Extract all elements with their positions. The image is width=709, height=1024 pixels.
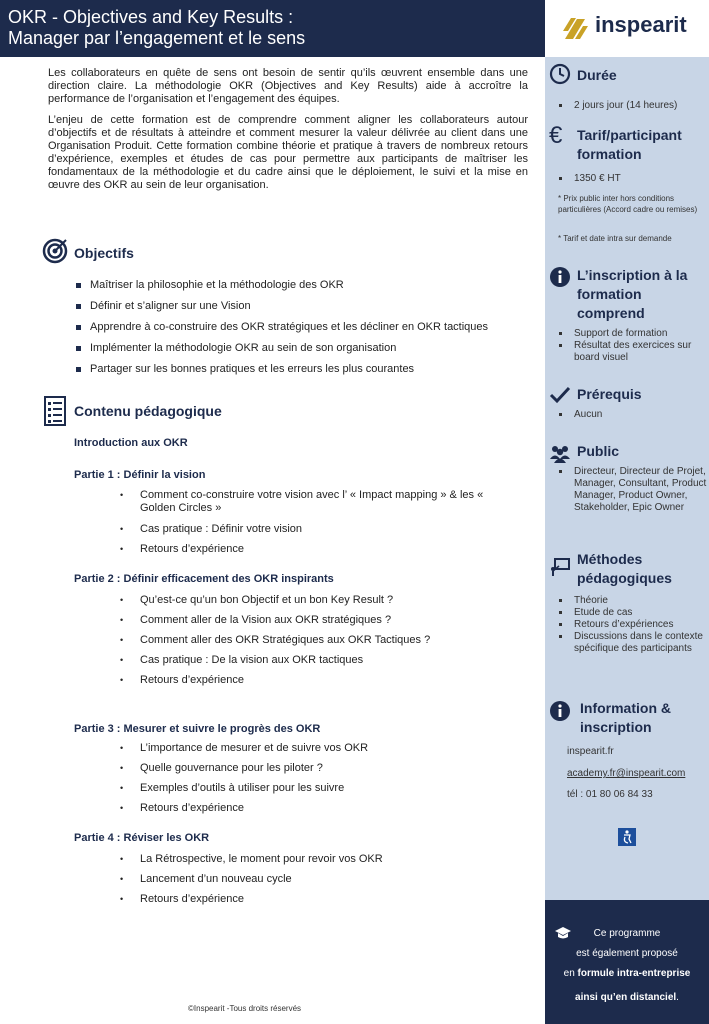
list-item: • Retours d’expérience — [120, 893, 510, 913]
contenu-intro: Introduction aux OKR — [74, 437, 188, 449]
list-item: Définir et s’aligner sur une Vision — [74, 300, 488, 321]
prerequis-value — [558, 409, 602, 421]
public-title: Public — [577, 443, 620, 459]
info-title-line1: Information & — [580, 700, 671, 716]
intro-section — [48, 67, 528, 200]
page-header — [0, 0, 545, 57]
tarif-value — [558, 173, 621, 185]
list-item: Théorie — [558, 595, 708, 607]
inspearit-logo-icon — [563, 15, 589, 41]
info-icon — [549, 700, 571, 722]
inscription-title-line3: comprend — [577, 305, 645, 321]
website-link[interactable]: inspearit.fr — [567, 746, 614, 757]
inscription-title-line2: formation — [577, 286, 642, 302]
info-title-line2: inscription — [580, 719, 652, 735]
prerequis-title: Prérequis — [577, 386, 642, 402]
part-list — [120, 489, 510, 563]
duree-title: Durée — [577, 67, 617, 83]
duree-value — [558, 100, 677, 112]
list-item: • Lancement d’un nouveau cycle — [120, 873, 510, 893]
part-title: Partie 3 : Mesurer et suivre le progrès des OKR — [74, 723, 321, 735]
list-item: • Retours d’expérience — [120, 674, 510, 694]
list-item: • Comment co-construire votre vision avec l’ « Impact mapping » & les « Golden Circles » — [120, 489, 510, 523]
list-item: Discussions dans le contexte spécifique des participants — [558, 631, 708, 655]
promo-text: . — [676, 992, 679, 1003]
tarif-note-2: * Tarif et date intra sur demande — [558, 234, 672, 243]
part-list — [120, 742, 510, 822]
accessibility-icon — [618, 828, 636, 846]
tarif-note-1: * Prix public inter hors conditions particulières (Accord cadre ou remises) — [558, 194, 698, 214]
footer-copyright: ©Inspearit -Tous droits réservés — [188, 1004, 302, 1013]
email-link[interactable]: academy.fr@inspearit.com — [567, 768, 686, 779]
tarif-title-line2: formation — [577, 146, 642, 162]
page-title-line2: Manager par l’engagement et le sens — [8, 28, 306, 48]
intro-paragraph-2: L’enjeu de cette formation est de comprendre comment aligner les collaborateurs autour d’objectifs et de résultats à atteindre et comment mesurer la valeur délivrée au client dans une Organisation Produit. Cette formation combine théorie et pratique à travers de nombreux retours d’expérience, exemples et études de cas pour permettre aux participants de maîtriser les fondamentaux de la méthodologie et du cadre ainsi que le déploiement, le suivi et la mise en œuvre des OKR au sein de leur organisation. — [48, 114, 528, 191]
list-item: Apprendre à co-construire des OKR stratégiques et les décliner en OKR tactiques — [74, 321, 488, 342]
intro-paragraph-1: Les collaborateurs en quête de sens ont besoin de sentir qu’ils œuvrent ensemble dans une direction claire. La méthodologie OKR (Objectives and Key Results) aide à accroître la performance de l’organisation et l’engagement des équipes. — [48, 67, 528, 105]
methodes-list — [558, 595, 708, 655]
list-item: Implémenter la méthodologie OKR au sein de son organisation — [74, 342, 488, 363]
page-title-line1: OKR - Objectives and Key Results : — [8, 7, 294, 27]
phone-number: tél : 01 80 06 84 33 — [567, 789, 653, 800]
part-title: Partie 2 : Définir efficacement des OKR inspirants — [74, 573, 334, 585]
list-item: • Cas pratique : De la vision aux OKR tactiques — [120, 654, 510, 674]
list-item: Résultat des exercices sur board visuel — [558, 340, 701, 364]
list-item: • L’importance de mesurer et de suivre vos OKR — [120, 742, 510, 762]
tarif-title-line1: Tarif/participant — [577, 127, 682, 143]
list-item: Aucun — [558, 409, 602, 421]
promo-line2: est également proposé — [576, 948, 678, 959]
list-item: • Cas pratique : Définir votre vision — [120, 523, 510, 543]
list-item: Etude de cas — [558, 607, 708, 619]
list-item: Support de formation — [558, 328, 701, 340]
objectifs-list — [74, 279, 488, 384]
list-item: • Exemples d’outils à utiliser pour les suivre — [120, 782, 510, 802]
public-value — [558, 466, 708, 514]
list-item: Partager sur les bonnes pratiques et les erreurs les plus courantes — [74, 363, 488, 384]
list-item: • La Rétrospective, le moment pour revoir vos OKR — [120, 853, 510, 873]
list-item: • Comment aller de la Vision aux OKR stratégiques ? — [120, 614, 510, 634]
checklist-icon — [44, 396, 66, 426]
list-item: 2 jours jour (14 heures) — [558, 100, 677, 112]
inscription-title-line1: L’inscription à la — [577, 267, 688, 283]
list-item: • Retours d’expérience — [120, 802, 510, 822]
part-title: Partie 4 : Réviser les OKR — [74, 832, 210, 844]
target-icon — [42, 238, 68, 264]
presentation-icon — [549, 556, 571, 578]
promo-text: en — [563, 968, 578, 979]
list-item: • Quelle gouvernance pour les piloter ? — [120, 762, 510, 782]
list-item: Retours d’expériences — [558, 619, 708, 631]
methodes-title-line1: Méthodes — [577, 551, 643, 567]
part-title: Partie 1 : Définir la vision — [74, 469, 206, 481]
part-list — [120, 594, 510, 694]
methodes-title-line2: pédagogiques — [577, 570, 672, 586]
list-item: • Comment aller des OKR Stratégiques aux OKR Tactiques ? — [120, 634, 510, 654]
list-item: Directeur, Directeur de Projet, Manager, Consultant, Product Manager, Product Owner, Stakeholder, Epic Owner — [558, 466, 708, 514]
promo-line1: Ce programme — [593, 928, 661, 939]
clock-icon — [549, 63, 571, 85]
logo-text: inspearit — [595, 12, 687, 37]
part-list — [120, 853, 510, 913]
list-item: • Retours d’expérience — [120, 543, 510, 563]
contenu-title: Contenu pédagogique — [74, 403, 222, 419]
checkmark-icon — [549, 384, 571, 406]
list-item: Maîtriser la philosophie et la méthodologie des OKR — [74, 279, 488, 300]
objectifs-title: Objectifs — [74, 245, 134, 261]
list-item: • Qu’est-ce qu’un bon Objectif et un bon Key Result ? — [120, 594, 510, 614]
euro-icon: € — [549, 122, 563, 149]
promo-bold-text: ainsi qu’en distanciel — [575, 992, 677, 1003]
promo-line4 — [545, 992, 709, 1003]
promo-bold-text: formule intra-entreprise — [577, 968, 691, 979]
logo — [545, 0, 709, 57]
promo-box — [545, 900, 709, 1024]
inscription-list — [558, 328, 701, 364]
info-icon — [549, 266, 571, 288]
list-item: 1350 € HT — [558, 173, 621, 185]
people-icon — [549, 443, 571, 465]
promo-line3 — [545, 968, 709, 979]
